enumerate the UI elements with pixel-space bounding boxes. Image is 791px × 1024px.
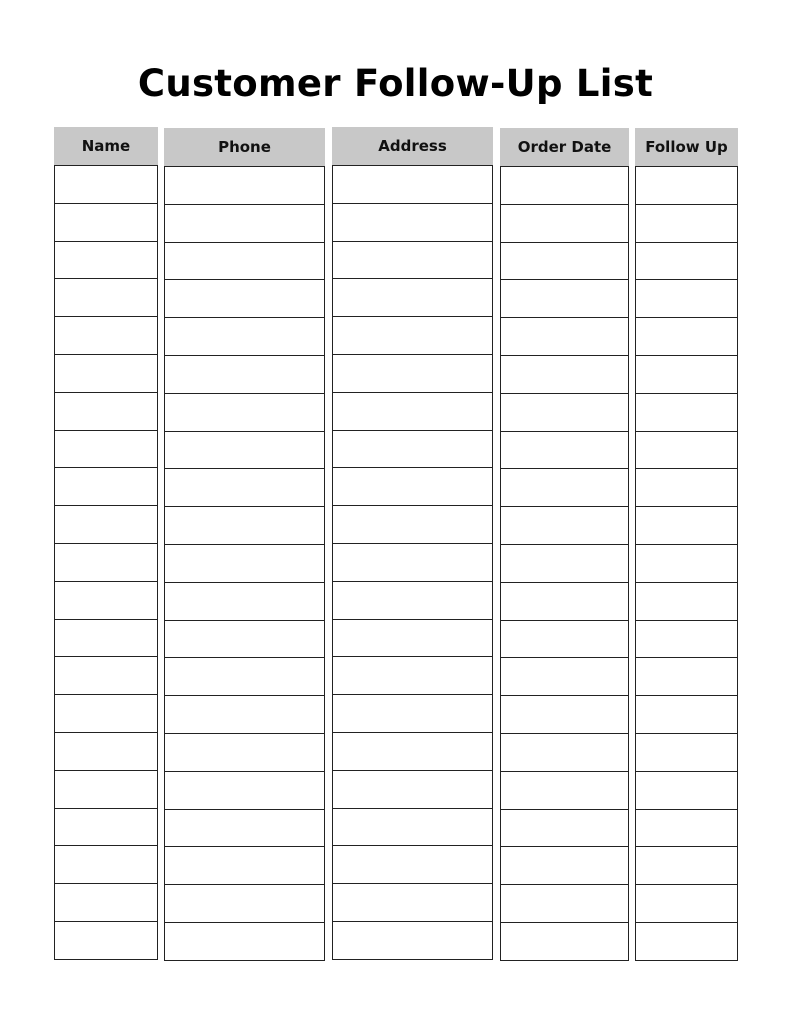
cell-follow-up-17[interactable] bbox=[636, 772, 737, 810]
column-header-name: Name bbox=[54, 127, 158, 165]
cell-phone-10[interactable] bbox=[165, 507, 324, 545]
cell-phone-18[interactable] bbox=[165, 810, 324, 848]
cell-phone-19[interactable] bbox=[165, 847, 324, 885]
cell-address-21[interactable] bbox=[333, 922, 492, 960]
cell-name-16[interactable] bbox=[55, 733, 157, 771]
cell-address-12[interactable] bbox=[333, 582, 492, 620]
column-name bbox=[54, 127, 158, 960]
cell-follow-up-18[interactable] bbox=[636, 810, 737, 848]
cell-name-20[interactable] bbox=[55, 884, 157, 922]
cell-address-4[interactable] bbox=[333, 279, 492, 317]
column-address bbox=[332, 127, 493, 960]
cell-follow-up-7[interactable] bbox=[636, 394, 737, 432]
cell-name-12[interactable] bbox=[55, 582, 157, 620]
cell-address-16[interactable] bbox=[333, 733, 492, 771]
cell-phone-9[interactable] bbox=[165, 469, 324, 507]
column-cells-order-date bbox=[500, 166, 629, 961]
cell-order-date-13[interactable] bbox=[501, 621, 628, 659]
cell-order-date-15[interactable] bbox=[501, 696, 628, 734]
cell-name-18[interactable] bbox=[55, 809, 157, 847]
cell-follow-up-1[interactable] bbox=[636, 167, 737, 205]
cell-follow-up-21[interactable] bbox=[636, 923, 737, 961]
page-title: Customer Follow-Up List bbox=[137, 62, 654, 105]
cell-order-date-19[interactable] bbox=[501, 847, 628, 885]
cell-follow-up-4[interactable] bbox=[636, 280, 737, 318]
cell-name-17[interactable] bbox=[55, 771, 157, 809]
cell-name-6[interactable] bbox=[55, 355, 157, 393]
cell-order-date-1[interactable] bbox=[501, 167, 628, 205]
cell-address-2[interactable] bbox=[333, 204, 492, 242]
cell-order-date-12[interactable] bbox=[501, 583, 628, 621]
cell-address-19[interactable] bbox=[333, 846, 492, 884]
cell-name-11[interactable] bbox=[55, 544, 157, 582]
cell-order-date-11[interactable] bbox=[501, 545, 628, 583]
cell-phone-21[interactable] bbox=[165, 923, 324, 961]
cell-follow-up-15[interactable] bbox=[636, 696, 737, 734]
cell-follow-up-3[interactable] bbox=[636, 243, 737, 281]
cell-follow-up-16[interactable] bbox=[636, 734, 737, 772]
cell-order-date-7[interactable] bbox=[501, 394, 628, 432]
cell-phone-7[interactable] bbox=[165, 394, 324, 432]
cell-follow-up-6[interactable] bbox=[636, 356, 737, 394]
cell-follow-up-2[interactable] bbox=[636, 205, 737, 243]
cell-order-date-17[interactable] bbox=[501, 772, 628, 810]
column-follow-up bbox=[635, 128, 738, 961]
cell-address-11[interactable] bbox=[333, 544, 492, 582]
cell-phone-6[interactable] bbox=[165, 356, 324, 394]
column-header-address: Address bbox=[332, 127, 493, 165]
cell-follow-up-14[interactable] bbox=[636, 658, 737, 696]
cell-address-15[interactable] bbox=[333, 695, 492, 733]
cell-order-date-4[interactable] bbox=[501, 280, 628, 318]
cell-order-date-9[interactable] bbox=[501, 469, 628, 507]
cell-phone-12[interactable] bbox=[165, 583, 324, 621]
cell-phone-13[interactable] bbox=[165, 621, 324, 659]
cell-address-1[interactable] bbox=[333, 166, 492, 204]
cell-phone-8[interactable] bbox=[165, 432, 324, 470]
cell-phone-16[interactable] bbox=[165, 734, 324, 772]
cell-address-3[interactable] bbox=[333, 242, 492, 280]
cell-address-18[interactable] bbox=[333, 809, 492, 847]
cell-name-4[interactable] bbox=[55, 279, 157, 317]
column-header-order-date: Order Date bbox=[500, 128, 629, 166]
cell-name-19[interactable] bbox=[55, 846, 157, 884]
cell-phone-20[interactable] bbox=[165, 885, 324, 923]
cell-order-date-21[interactable] bbox=[501, 923, 628, 961]
cell-order-date-16[interactable] bbox=[501, 734, 628, 772]
cell-follow-up-8[interactable] bbox=[636, 432, 737, 470]
cell-phone-3[interactable] bbox=[165, 243, 324, 281]
cell-address-20[interactable] bbox=[333, 884, 492, 922]
cell-follow-up-10[interactable] bbox=[636, 507, 737, 545]
cell-name-5[interactable] bbox=[55, 317, 157, 355]
cell-phone-17[interactable] bbox=[165, 772, 324, 810]
cell-follow-up-5[interactable] bbox=[636, 318, 737, 356]
cell-address-5[interactable] bbox=[333, 317, 492, 355]
cell-phone-4[interactable] bbox=[165, 280, 324, 318]
cell-name-9[interactable] bbox=[55, 468, 157, 506]
cell-phone-11[interactable] bbox=[165, 545, 324, 583]
cell-order-date-5[interactable] bbox=[501, 318, 628, 356]
cell-address-6[interactable] bbox=[333, 355, 492, 393]
cell-name-1[interactable] bbox=[55, 166, 157, 204]
cell-follow-up-11[interactable] bbox=[636, 545, 737, 583]
cell-name-15[interactable] bbox=[55, 695, 157, 733]
column-order-date bbox=[500, 128, 629, 961]
cell-name-7[interactable] bbox=[55, 393, 157, 431]
cell-name-2[interactable] bbox=[55, 204, 157, 242]
cell-order-date-20[interactable] bbox=[501, 885, 628, 923]
cell-address-10[interactable] bbox=[333, 506, 492, 544]
cell-name-21[interactable] bbox=[55, 922, 157, 960]
cell-follow-up-9[interactable] bbox=[636, 469, 737, 507]
column-header-phone: Phone bbox=[164, 128, 325, 166]
cell-address-9[interactable] bbox=[333, 468, 492, 506]
column-cells-follow-up bbox=[635, 166, 738, 961]
cell-name-10[interactable] bbox=[55, 506, 157, 544]
cell-phone-5[interactable] bbox=[165, 318, 324, 356]
cell-follow-up-12[interactable] bbox=[636, 583, 737, 621]
cell-order-date-6[interactable] bbox=[501, 356, 628, 394]
column-cells-address bbox=[332, 165, 493, 960]
cell-name-14[interactable] bbox=[55, 657, 157, 695]
cell-name-3[interactable] bbox=[55, 242, 157, 280]
cell-order-date-10[interactable] bbox=[501, 507, 628, 545]
cell-follow-up-20[interactable] bbox=[636, 885, 737, 923]
cell-follow-up-19[interactable] bbox=[636, 847, 737, 885]
cell-name-13[interactable] bbox=[55, 620, 157, 658]
cell-order-date-14[interactable] bbox=[501, 658, 628, 696]
cell-order-date-8[interactable] bbox=[501, 432, 628, 470]
column-cells-name bbox=[54, 165, 158, 960]
cell-address-13[interactable] bbox=[333, 620, 492, 658]
column-phone bbox=[164, 128, 325, 961]
cell-phone-2[interactable] bbox=[165, 205, 324, 243]
cell-order-date-3[interactable] bbox=[501, 243, 628, 281]
column-cells-phone bbox=[164, 166, 325, 961]
cell-phone-15[interactable] bbox=[165, 696, 324, 734]
column-header-follow-up: Follow Up bbox=[635, 128, 738, 166]
cell-address-7[interactable] bbox=[333, 393, 492, 431]
cell-name-8[interactable] bbox=[55, 431, 157, 469]
cell-address-17[interactable] bbox=[333, 771, 492, 809]
cell-address-14[interactable] bbox=[333, 657, 492, 695]
cell-phone-14[interactable] bbox=[165, 658, 324, 696]
cell-address-8[interactable] bbox=[333, 431, 492, 469]
cell-order-date-18[interactable] bbox=[501, 810, 628, 848]
cell-follow-up-13[interactable] bbox=[636, 621, 737, 659]
cell-order-date-2[interactable] bbox=[501, 205, 628, 243]
cell-phone-1[interactable] bbox=[165, 167, 324, 205]
